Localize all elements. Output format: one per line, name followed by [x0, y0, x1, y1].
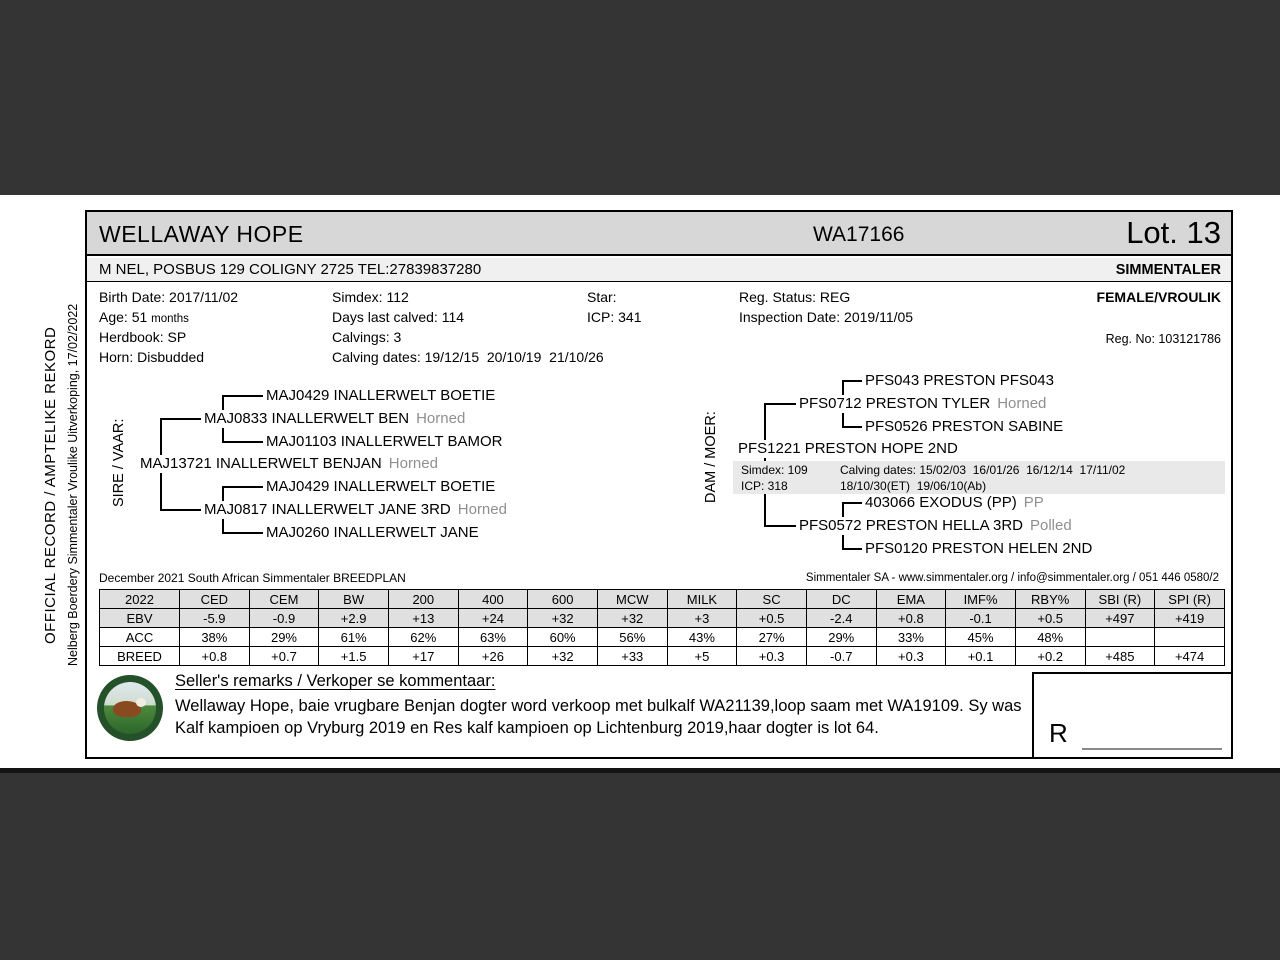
owner-contact: M NEL, POSBUS 129 COLIGNY 2725 TEL:27839837280 [99, 261, 482, 278]
page-divider [0, 768, 1280, 773]
table-header-cell: SPI (R) [1155, 590, 1225, 609]
animal-name: PFS0712 PRESTON TYLER [799, 395, 991, 412]
field-icp: ICP: 341 [587, 309, 642, 325]
animal-name-title: WELLAWAY HOPE [99, 221, 304, 247]
pedigree-line [160, 418, 204, 420]
field-reg-no: Reg. No: 103121786 [1105, 332, 1221, 346]
table-cell: +0.8 [876, 609, 946, 628]
pedigree-line [764, 403, 798, 405]
horn-status: Horned [388, 455, 438, 472]
pedigree-node-sire-grandsire-2 [263, 478, 505, 496]
field-inspection-date: Inspection Date: 2019/11/05 [739, 309, 914, 325]
table-cell: 27% [737, 628, 807, 647]
table-cell: +2.9 [319, 609, 389, 628]
field-sex: FEMALE/VROULIK [1096, 289, 1221, 305]
animal-name: 403066 EXODUS (PP) [865, 494, 1017, 511]
table-cell: +32 [528, 609, 598, 628]
field-herdbook: Herdbook: SP [99, 329, 187, 345]
breedplan-contact: Simmentaler SA - www.simmentaler.org / info@simmentaler.org / 051 446 0580/2 [805, 572, 1219, 584]
pedigree-node-sire [137, 455, 441, 473]
field-birth-date: Birth Date: 2017/11/02 [99, 289, 239, 305]
pedigree-node-dam [735, 440, 968, 458]
horn-status: Horned [997, 395, 1047, 412]
table-row-ebv [100, 609, 1225, 628]
field-horn: Horn: Disbudded [99, 349, 205, 365]
animal-name: MAJ0833 INALLERWELT BEN [204, 410, 410, 427]
table-cell: +0.2 [1015, 647, 1085, 666]
field-reg-status: Reg. Status: REG [739, 289, 851, 305]
table-cell: -5.9 [180, 609, 250, 628]
table-cell: -0.7 [806, 647, 876, 666]
pedigree-node-dam-sire [796, 395, 1049, 413]
table-header-cell: IMF% [946, 590, 1016, 609]
table-cell: +419 [1155, 609, 1225, 628]
table-header-cell: MCW [597, 590, 667, 609]
dam-simdex: Simdex: 109 [741, 463, 808, 477]
table-cell: 29% [249, 628, 319, 647]
horn-status: Polled [1030, 517, 1072, 534]
ebv-table [99, 589, 1225, 666]
table-cell: +3 [667, 609, 737, 628]
pedigree-line [222, 395, 266, 397]
currency-symbol: R [1049, 718, 1068, 748]
table-header-row [100, 590, 1225, 609]
table-header-cell: SC [737, 590, 807, 609]
table-header-cell: SBI (R) [1085, 590, 1155, 609]
age-unit: months [151, 313, 189, 325]
table-cell: +0.5 [1015, 609, 1085, 628]
table-cell: 62% [388, 628, 458, 647]
pedigree-line [764, 525, 798, 527]
table-header-cell: 2022 [100, 590, 180, 609]
pedigree-node-sire-sire [201, 410, 468, 428]
lot-card [85, 210, 1233, 759]
table-cell: +32 [528, 647, 598, 666]
price-fill-in-line [1082, 748, 1222, 750]
table-cell: +0.1 [946, 647, 1016, 666]
simmentaler-logo-artwork [104, 682, 156, 734]
table-cell: 45% [946, 628, 1016, 647]
table-cell: 63% [458, 628, 528, 647]
table-cell: +32 [597, 609, 667, 628]
table-cell: +0.3 [876, 647, 946, 666]
horn-status: PP [1023, 494, 1044, 511]
cow-head-icon [136, 698, 146, 707]
table-cell: +0.8 [180, 647, 250, 666]
breedplan-source: December 2021 South African Simmentaler BREEDPLAN [99, 571, 406, 585]
table-cell: 29% [806, 628, 876, 647]
pedigree-line [160, 509, 204, 511]
pedigree-line [842, 380, 864, 382]
table-header-cell: BW [319, 590, 389, 609]
age-value: Age: 51 [99, 309, 148, 325]
table-header-cell: EMA [876, 590, 946, 609]
pedigree-node-sire-granddam-1 [263, 433, 512, 451]
table-cell: +5 [667, 647, 737, 666]
row-label: EBV [100, 609, 180, 628]
table-header-cell: RBY% [1015, 590, 1085, 609]
table-cell: +24 [458, 609, 528, 628]
horn-status: Horned [416, 410, 466, 427]
table-header-cell: DC [806, 590, 876, 609]
table-cell: +0.7 [249, 647, 319, 666]
table-cell: +26 [458, 647, 528, 666]
table-cell: -0.1 [946, 609, 1016, 628]
table-cell: +17 [388, 647, 458, 666]
row-label: ACC [100, 628, 180, 647]
pedigree-line [222, 486, 266, 488]
animal-name: MAJ01103 INALLERWELT BAMOR [266, 433, 503, 450]
dam-calving-dates-2: 18/10/30(ET) 19/06/10(Ab) [840, 479, 987, 493]
animal-name: MAJ13721 INALLERWELT BENJAN [140, 455, 382, 472]
table-header-cell: CED [180, 590, 250, 609]
pedigree-node-dam-grandsire-2 [862, 494, 1047, 512]
table-cell: 38% [180, 628, 250, 647]
table-header-cell: 400 [458, 590, 528, 609]
table-cell [1085, 628, 1155, 647]
pedigree-node-dam-grandsire-1 [862, 372, 1064, 390]
pedigree-line [842, 548, 864, 550]
animal-registration-id: WA17166 [813, 223, 905, 246]
sire-section-label: SIRE / VAAR: [111, 418, 127, 508]
table-cell: 61% [319, 628, 389, 647]
pedigree-line [222, 441, 266, 443]
table-header-cell: CEM [249, 590, 319, 609]
table-cell [1155, 628, 1225, 647]
field-calvings: Calvings: 3 [332, 329, 402, 345]
field-star: Star: [587, 289, 617, 305]
lot-number: Lot. 13 [1126, 215, 1221, 250]
pedigree-node-sire-grandsire-1 [263, 387, 505, 405]
pedigree-line [842, 502, 864, 504]
table-cell: -2.4 [806, 609, 876, 628]
remarks-title: Seller's remarks / Verkoper se kommentaar: [175, 672, 496, 690]
table-cell: +0.3 [737, 647, 807, 666]
pedigree-node-sire-granddam-2 [263, 524, 489, 542]
owner-bar [87, 258, 1231, 282]
dam-performance-box [733, 461, 1225, 494]
dam-icp: ICP: 318 [741, 479, 788, 493]
dam-calving-dates-1: Calving dates: 15/02/03 16/01/26 16/12/14 17/11/02 [840, 463, 1126, 477]
animal-name: PFS043 PRESTON PFS043 [865, 372, 1054, 389]
animal-name: MAJ0429 INALLERWELT BOETIE [266, 387, 496, 404]
table-cell: +474 [1155, 647, 1225, 666]
pedigree-line [222, 532, 266, 534]
table-cell: +13 [388, 609, 458, 628]
table-cell: 43% [667, 628, 737, 647]
table-cell: +0.5 [737, 609, 807, 628]
table-cell: +1.5 [319, 647, 389, 666]
animal-name: MAJ0429 INALLERWELT BOETIE [266, 478, 496, 495]
animal-name: MAJ0260 INALLERWELT JANE [266, 524, 479, 541]
table-header-cell: 600 [528, 590, 598, 609]
pedigree-line [842, 426, 864, 428]
horn-status: Horned [457, 501, 507, 518]
animal-name: PFS0526 PRESTON SABINE [865, 418, 1064, 435]
table-cell: 33% [876, 628, 946, 647]
animal-name: PFS0572 PRESTON HELLA 3RD [799, 517, 1023, 534]
field-simdex: Simdex: 112 [332, 289, 409, 305]
simmentaler-logo [97, 675, 163, 741]
title-bar [87, 212, 1231, 256]
table-cell: +33 [597, 647, 667, 666]
pedigree-node-dam-granddam-2 [862, 540, 1102, 558]
table-header-cell: MILK [667, 590, 737, 609]
table-row-acc [100, 628, 1225, 647]
table-header-cell: 200 [388, 590, 458, 609]
animal-name: PFS1221 PRESTON HOPE 2ND [738, 440, 958, 457]
table-cell: 48% [1015, 628, 1085, 647]
animal-name: PFS0120 PRESTON HELEN 2ND [865, 540, 1093, 557]
table-cell: 60% [528, 628, 598, 647]
table-row-breed [100, 647, 1225, 666]
field-age [99, 309, 189, 325]
field-calving-dates: Calving dates: 19/12/15 20/10/19 21/10/26 [332, 349, 604, 365]
event-vertical-text: Nelberg Boerdery Simmentaler Vroulike Uitverkoping, 17/02/2022 [66, 303, 80, 667]
field-days-last-calved: Days last calved: 114 [332, 309, 465, 325]
pedigree-node-dam-granddam-1 [862, 418, 1073, 436]
row-label: BREED [100, 647, 180, 666]
pedigree-node-sire-dam [201, 501, 510, 519]
table-cell: +485 [1085, 647, 1155, 666]
breed-name: SIMMENTALER [1115, 262, 1221, 278]
official-record-vertical-text: OFFICIAL RECORD / AMPTELIKE REKORD [42, 326, 59, 644]
remarks-body: Wellaway Hope, baie vrugbare Benjan dogter word verkoop met bulkalf WA21139,loop saam met WA19109. Sy was Kalf kampioen op Vryburg 2019 en Res kalf kampioen op Lichtenburg 2019,haar dogter is lot 64. [175, 697, 1022, 737]
animal-name: MAJ0817 INALLERWELT JANE 3RD [204, 501, 451, 518]
table-cell: +497 [1085, 609, 1155, 628]
pedigree-node-dam-dam [796, 517, 1075, 535]
table-cell: 56% [597, 628, 667, 647]
dam-section-label: DAM / MOER: [703, 411, 719, 503]
table-cell: -0.9 [249, 609, 319, 628]
